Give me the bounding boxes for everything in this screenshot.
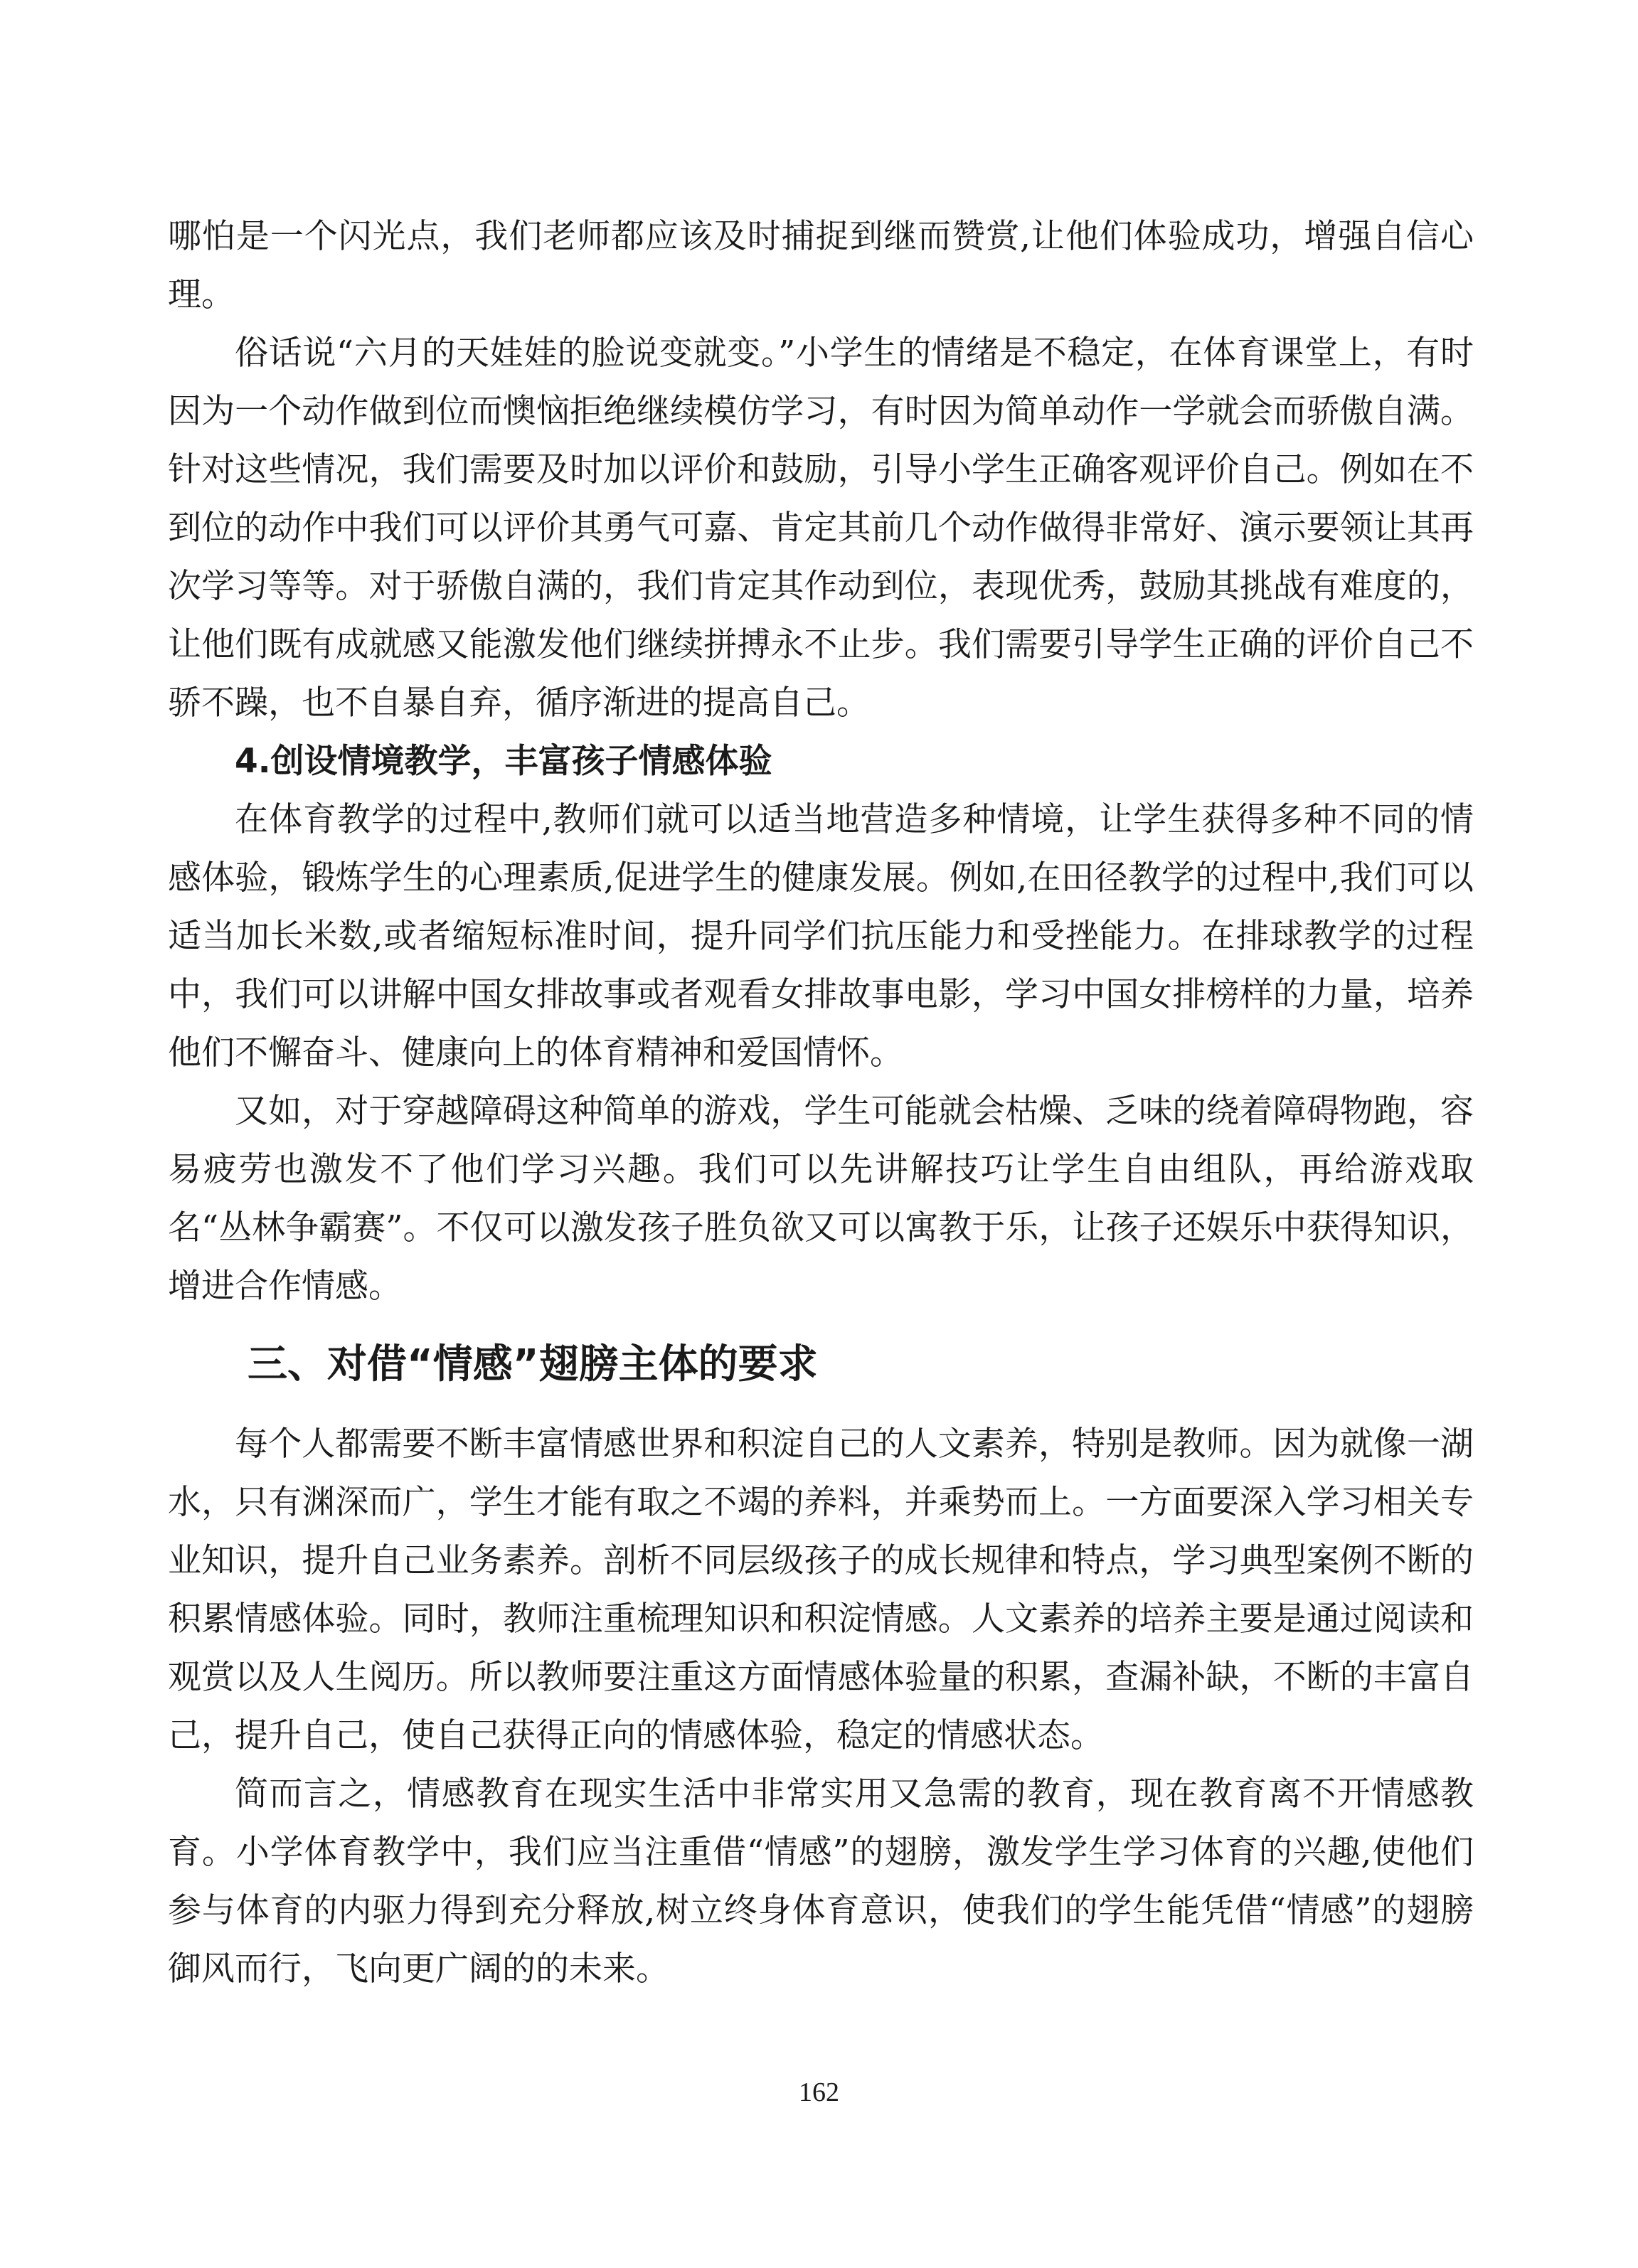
- page-number: 162: [799, 2077, 839, 2107]
- section-heading-three: 三、对借“情感”翅膀主体的要求: [248, 1341, 818, 1388]
- paragraph-continuation: 哪怕是一个闪光点，我们老师都应该及时捕捉到继而赞赏,让他们体验成功，增强自信心理。: [168, 217, 1474, 314]
- paragraph-teacher-literacy: 每个人都需要不断丰富情感世界和积淀自己的人文素养，特别是教师。因为就像一湖水，只有渊深而广，学生才能有取之不竭的养料，并乘势而上。一方面要深入学习相关专业知识，提升自己业务素养。剖析不同层级孩子的成长规律和特点，学习典型案例不断的积累情感体验。同时，教师注重梳理知识和积淀情感。人文素养的培养主要是通过阅读和观赏以及人生阅历。所以教师要注重这方面情感体验量的积累，查漏补缺，不断的丰富自己，提升自己，使自己获得正向的情感体验，稳定的情感状态。: [168, 1425, 1474, 1755]
- paragraph-obstacle-game: 又如，对于穿越障碍这种简单的游戏，学生可能就会枯燥、乏味的绕着障碍物跑，容易疲劳也激发不了他们学习兴趣。我们可以先讲解技巧让学生自由组队，再给游戏取名“丛林争霸赛”。不仅可以激发孩子胜负欲又可以寓教于乐，让孩子还娱乐中获得知识，增进合作情感。: [168, 1092, 1474, 1306]
- paragraph-conclusion: 简而言之，情感教育在现实生活中非常实用又急需的教育，现在教育离不开情感教育。小学体育教学中，我们应当注重借“情感”的翅膀，激发学生学习体育的兴趣,使他们参与体育的内驱力得到充分释放,树立终身体育意识，使我们的学生能凭借“情感”的翅膀御风而行，飞向更广阔的的未来。: [168, 1774, 1474, 1989]
- paragraph-emotion-evaluation: 俗话说“六月的天娃娃的脸说变就变。”小学生的情绪是不稳定，在体育课堂上，有时因为一个动作做到位而懊恼拒绝继续模仿学习，有时因为简单动作一学就会而骄傲自满。针对这些情况，我们需要及时加以评价和鼓励，引导小学生正确客观评价自己。例如在不到位的动作中我们可以评价其勇气可嘉、肯定其前几个动作做得非常好、演示要领让其再次学习等等。对于骄傲自满的，我们肯定其作动到位，表现优秀，鼓励其挑战有难度的，让他们既有成就感又能激发他们继续拼搏永不止步。我们需要引导学生正确的评价自己不骄不躁，也不自暴自弃，循序渐进的提高自己。: [168, 334, 1474, 723]
- paragraph-situational-teaching: 在体育教学的过程中,教师们就可以适当地营造多种情境，让学生获得多种不同的情感体验，锻炼学生的心理素质,促进学生的健康发展。例如,在田径教学的过程中,我们可以适当加长米数,或者缩短标准时间，提升同学们抗压能力和受挫能力。在排球教学的过程中，我们可以讲解中国女排故事或者观看女排故事电影，学习中国女排榜样的力量，培养他们不懈奋斗、健康向上的体育精神和爱国情怀。: [168, 800, 1474, 1072]
- subheading-situational-teaching: 4.创设情境教学，丰富孩子情感体验: [235, 742, 772, 781]
- document-page: [168, 208, 1474, 1998]
